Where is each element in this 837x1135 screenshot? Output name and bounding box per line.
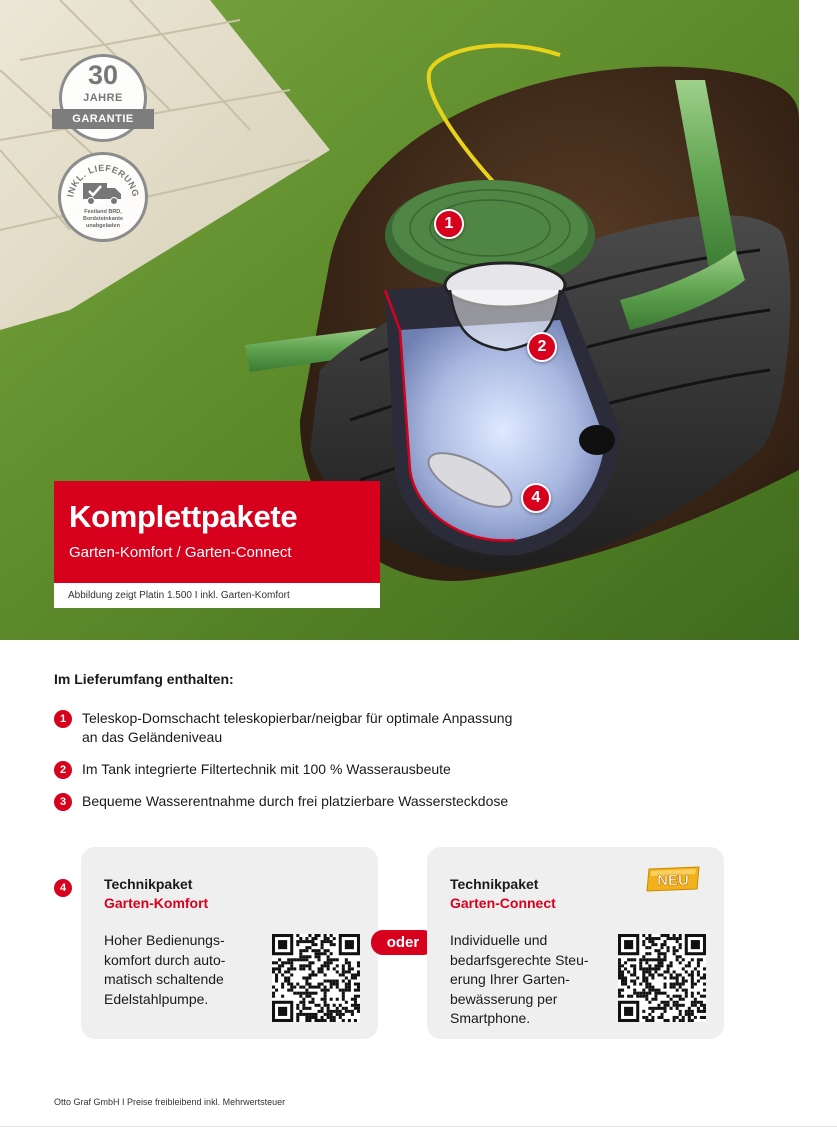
scope-heading: Im Lieferumfang enthalten: [54, 671, 234, 687]
warranty-label: GARANTIE [52, 109, 154, 129]
scope-item-1 [54, 709, 614, 749]
package-description [450, 931, 610, 1029]
scope-item-text [82, 709, 612, 747]
package-description-line: Individuelle und [450, 932, 548, 948]
package-name: Garten-Connect [450, 895, 556, 911]
scope-item-text: Im Tank integrierte Filtertechnik mit 100 % Wasserausbeute [82, 761, 451, 777]
or-label: oder [371, 930, 435, 955]
delivery-line-2: Bordsteinkante [82, 216, 124, 222]
qr-code-komfort[interactable] [272, 934, 360, 1022]
qr-code-connect[interactable] [618, 934, 706, 1022]
warranty-years: 30 [87, 60, 119, 90]
package-description-line: bewässerung per [450, 990, 558, 1007]
scope-item-line: Teleskop-Domschacht teleskopierbar/neigbar für optimale Anpassung [82, 710, 513, 726]
svg-text:INKL. LIEFERUNG: INKL. LIEFERUNG [65, 162, 141, 198]
page-subtitle: Garten-Komfort / Garten-Connect [69, 544, 292, 561]
scope-item-line: an das Geländeniveau [82, 729, 223, 745]
scope-item-2 [54, 760, 614, 780]
delivery-truck-icon [83, 181, 123, 205]
image-caption: Abbildung zeigt Platin 1.500 I inkl. Garten-Komfort [54, 583, 380, 608]
delivery-line-3: unabgeladen [86, 223, 120, 229]
scope-item-text: Bequeme Wasserentnahme durch frei platzierbare Wassersteckdose [82, 793, 509, 809]
package-description-line: erung Ihrer Garten- [450, 971, 570, 987]
delivery-badge [58, 152, 148, 242]
warranty-badge [52, 54, 154, 142]
new-badge [645, 866, 701, 892]
marker-1: 1 [434, 209, 464, 239]
scope-item-number: 1 [54, 710, 72, 728]
title-box [54, 481, 380, 608]
scope-item-number: 3 [54, 793, 72, 811]
marker-4: 4 [521, 483, 551, 513]
package-title: Technikpaket [104, 876, 193, 892]
new-badge-text: NEU [657, 872, 689, 889]
footer-text: Otto Graf GmbH I Preise freibleibend inkl. Mehrwertsteuer [54, 1097, 286, 1107]
marker-2: 2 [527, 332, 557, 362]
package-description-line: Edelstahlpumpe. [104, 990, 209, 1007]
scope-item-3 [54, 792, 614, 812]
package-description-line: Hoher Bedienungs- [104, 932, 225, 948]
package-description-line: bedarfsgerechte Steu- [450, 951, 589, 968]
page-title: Komplettpakete [69, 499, 298, 534]
package-card-komfort [81, 847, 378, 1039]
scope-item-4-number: 4 [54, 879, 72, 897]
scope-item-number: 2 [54, 761, 72, 779]
package-description-line: komfort durch auto- [104, 951, 226, 968]
package-description-line: Smartphone. [450, 1010, 531, 1026]
warranty-word: JAHRE [83, 92, 123, 104]
package-description [104, 931, 254, 1009]
package-description-line: matisch schaltende [104, 971, 224, 987]
package-title: Technikpaket [450, 876, 539, 892]
package-name: Garten-Komfort [104, 895, 209, 911]
delivery-line-1: Festland BRD, [84, 209, 122, 215]
footer-divider [0, 1126, 837, 1127]
